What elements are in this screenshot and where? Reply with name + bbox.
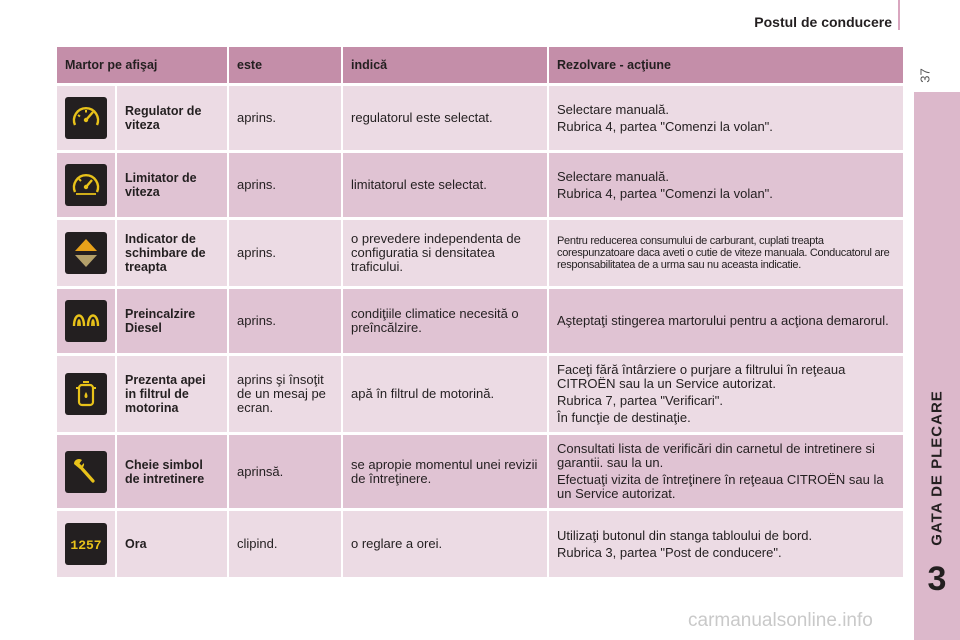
action-text: Efectuaţi vizita de întreţinere în reţeaua CITROËN sau la un Service autorizat. — [557, 472, 884, 501]
action-text: Faceţi fără întârziere o purjare a filtrului în reţeaua CITROËN sau la un Service autorizat. — [557, 362, 846, 391]
indicator-state: aprinsă. — [229, 435, 343, 508]
indicator-action — [549, 220, 903, 286]
action-text: Rubrica 4, partea "Comenzi la volan". — [557, 185, 773, 201]
water-in-fuel-filter-icon — [65, 373, 107, 415]
action-text: Utilizaţi butonul din stanga tabloului de bord. — [557, 527, 813, 543]
action-text: Consultati lista de verificări din carnetul de intretinere si garantii. sau la un. — [557, 441, 875, 470]
service-wrench-icon — [65, 451, 107, 493]
gear-shift-indicator-icon — [65, 232, 107, 274]
indicator-name: Prezenta apei in filtrul de motorina — [117, 356, 229, 432]
table-row — [57, 511, 903, 577]
action-text: Pentru reducerea consumului de carburant, cuplati treapta corespunzatoare daca aveti o cutie de viteze manuala. Conducatorul are responsabilitatea de a urma sau nu aceasta indicatie. — [557, 235, 890, 271]
indicator-meaning: regulatorul este selectat. — [343, 86, 549, 150]
table-row — [57, 356, 903, 432]
watermark: carmanualsonline.info — [688, 610, 873, 631]
column-header-action: Rezolvare - acţiune — [549, 47, 903, 83]
indicator-name: Preincalzire Diesel — [117, 289, 229, 353]
indicator-action — [549, 435, 903, 508]
cruise-control-icon — [65, 97, 107, 139]
indicator-name: Cheie simbol de intretinere — [117, 435, 229, 508]
indicator-state: aprins şi însoţit de un mesaj pe ecran. — [229, 356, 343, 432]
action-text: Selectare manuală. — [557, 101, 670, 117]
indicator-meaning: limitatorul este selectat. — [343, 153, 549, 217]
table-row — [57, 86, 903, 150]
column-header-indicator: Martor pe afişaj — [57, 47, 229, 83]
indicator-state: clipind. — [229, 511, 343, 577]
indicator-action — [549, 153, 903, 217]
clock-display-digits: 1257 — [70, 538, 102, 553]
indicator-meaning: se apropie momentul unei revizii de întreţinere. — [343, 435, 549, 508]
clock-display-icon — [65, 523, 107, 565]
action-text: Rubrica 3, partea "Post de conducere". — [557, 544, 782, 560]
indicator-action — [549, 86, 903, 150]
chapter-number: 3 — [927, 560, 947, 598]
action-text: Rubrica 7, partea "Verificari". — [557, 393, 724, 408]
table-row — [57, 153, 903, 217]
indicator-state: aprins. — [229, 153, 343, 217]
section-sidebar — [914, 92, 960, 640]
column-header-state: este — [229, 47, 343, 83]
indicator-action — [549, 356, 903, 432]
table-header-row — [57, 47, 903, 83]
action-text: Rubrica 4, partea "Comenzi la volan". — [557, 118, 773, 134]
action-text: Aşteptaţi stingerea martorului pentru a acţiona demarorul. — [557, 313, 889, 328]
indicator-name: Ora — [117, 511, 229, 577]
speed-limiter-icon — [65, 164, 107, 206]
page-header-title: Postul de conducere — [754, 14, 892, 30]
indicator-meaning: condiţiile climatice necesită o preîncălzire. — [343, 289, 549, 353]
indicator-meaning: apă în filtrul de motorină. — [343, 356, 549, 432]
warning-lights-table — [57, 44, 903, 580]
indicator-name: Limitator de viteza — [117, 153, 229, 217]
indicator-meaning: o prevedere independenta de configuratia si densitatea traficului. — [343, 220, 549, 286]
indicator-action — [549, 289, 903, 353]
table-row — [57, 289, 903, 353]
glow-plug-icon — [65, 300, 107, 342]
indicator-name: Indicator de schimbare de treapta — [117, 220, 229, 286]
indicator-state: aprins. — [229, 220, 343, 286]
indicator-name: Regulator de viteza — [117, 86, 229, 150]
indicator-action — [549, 511, 903, 577]
table-row — [57, 435, 903, 508]
action-text: În funcţie de destinaţie. — [557, 410, 691, 425]
indicator-state: aprins. — [229, 289, 343, 353]
section-title: GATA DE PLECARE — [928, 390, 946, 546]
table-row — [57, 220, 903, 286]
column-header-indicates: indică — [343, 47, 549, 83]
indicator-meaning: o reglare a orei. — [343, 511, 549, 577]
action-text: Selectare manuală. — [557, 168, 670, 184]
header-divider — [898, 0, 900, 30]
page-number: 37 — [917, 68, 933, 83]
indicator-state: aprins. — [229, 86, 343, 150]
